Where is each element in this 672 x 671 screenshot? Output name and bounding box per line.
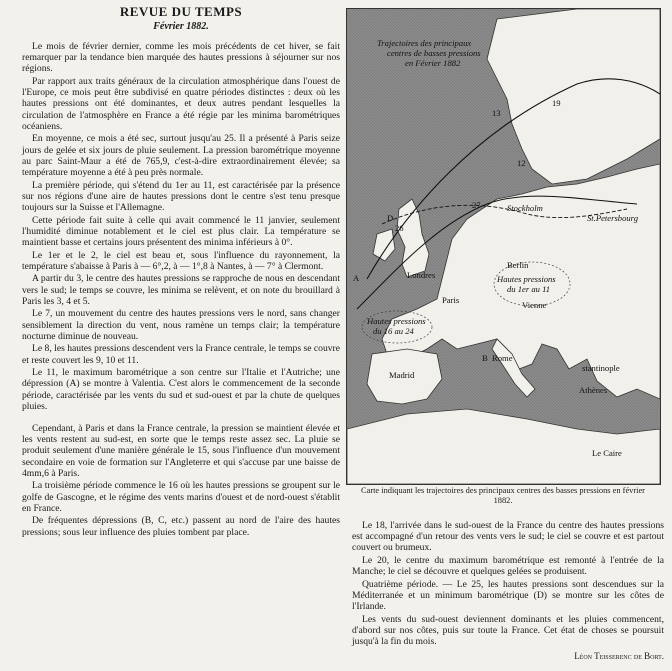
map-label-hp1b: du 1er au 11 <box>507 284 551 294</box>
map-label-a: A <box>353 273 360 283</box>
article-subtitle: Février 1882. <box>153 21 209 32</box>
map-label-athenes: Athènes <box>579 385 608 395</box>
map-label-stockholm: Stockholm <box>507 203 543 213</box>
map-label-19: 19 <box>552 98 561 108</box>
paragraph: Le 1er et le 2, le ciel est beau et, sous l'influence du rayonnement, la température s'abaisse à Paris à — 6°,2, à — 1°,8 à Nantes, à — 7° à Clermont. <box>22 249 340 272</box>
map-label-berlin: Berlin <box>507 260 529 270</box>
map-caption: Carte indiquant les trajectoires des principaux centres des basses pressions en février 1882. <box>361 486 645 505</box>
paragraph: Le 8, les hautes pressions descendent vers la France centrale, le temps se couvre et reste couvert les 9, 10 et 11. <box>22 343 340 366</box>
map-title-line3: en Février 1882 <box>405 58 461 68</box>
paragraph: Le 18, l'arrivée dans le sud-ouest de la France du centre des hautes pressions est accompagné d'un retour des vents vers le sud; le ciel se couvre et est partout couvert ou brumeux. <box>352 520 664 554</box>
map-label-vienne: Vienne <box>522 300 547 310</box>
paragraph: Cependant, à Paris et dans la France centrale, la pression se maintient élevée et les vents restent au sud-est, en sorte que le temps reste assez sec. La pluie se produit seulement d'une manière générale le 15, sous l'influence d'un mouvement secondaire en voie de formation sur l'Angleterre et qui s'accuse par une baisse de 4mm,6 à Paris. <box>22 423 340 479</box>
map-label-26: 26 <box>395 223 404 233</box>
map-label-27: 27 <box>472 200 481 210</box>
map-label-le-caire: Le Caire <box>592 448 622 458</box>
paragraph: Les vents du sud-ouest deviennent dominants et les pluies commencent, d'abord sur nos côtes, puis sur toute la France. Cet état de choses se poursuit jusqu'à la fin du mois. <box>352 613 664 648</box>
paragraph: La troisième période commence le 16 où les hautes pressions se groupent sur le golfe de Gascogne, et le régime des vents marins d'ouest et de nord-ouest s'établit en France. <box>22 480 340 514</box>
paragraph: A partir du 3, le centre des hautes pressions se rapproche de nous en descendant vers le sud; le temps se couvre, les minima se relèvent, et on note du brouillard à Paris les 3, 4 et 5. <box>22 273 340 307</box>
map-label-londres: Londres <box>407 270 436 280</box>
map-label-hp1: Hautes pressions <box>497 274 556 284</box>
paragraph: Cette période fait suite à celle qui avait commencé le 11 janvier, seulement l'humidité diminue notablement et le ciel est plus clair. La température se maintient basse et certains jours présentent des minima inférieurs à 0°. <box>22 214 340 249</box>
map-label-hp2b: du 16 au 24 <box>373 326 414 336</box>
map-title-line2: centres de basses pressions <box>387 48 481 58</box>
map-title-line1: Trajectoires des principaux <box>377 38 472 48</box>
map-label-hp2: Hautes pressions <box>367 316 426 326</box>
right-column <box>352 520 664 663</box>
map-label-madrid: Madrid <box>389 370 415 380</box>
map-label-rome: Rome <box>492 353 513 363</box>
signature: Léon Teisserenc de Bort. <box>574 651 664 662</box>
weather-map <box>346 8 661 485</box>
paragraph: Le mois de février dernier, comme les mois précédents de cet hiver, se fait remarquer par la tendance bien marquée des hautes pressions à séjourner sur nos régions. <box>22 41 340 75</box>
map-label-paris: Paris <box>442 295 460 305</box>
map-label-constantinople: stantinople <box>582 363 620 373</box>
paragraph: Le 7, un mouvement du centre des hautes pressions vers le nord, sans changer sensiblement la direction du vent, nous ramène un temps clair; la température nocturne diminue de nouveau. <box>22 308 340 342</box>
map-label-13: 13 <box>492 108 501 118</box>
paragraph: Le 11, le maximum barométrique a son centre sur l'Italie et l'Autriche; une dépression (A) se montre à Valentia. C'est alors le commencement de la seconde période, caractérisée par les vents du sud et sud-ouest et par la chute de quelques pluies. <box>22 367 340 412</box>
paragraph: En moyenne, ce mois a été sec, surtout jusqu'au 25. Il a présenté à Paris seize jours de gelée et six jours de pluie seulement. La pression barométrique moyenne au parc Saint-Maur a été de 765,9, c'est-à-dire extraordinairement élevée; sa température moyenne a été à peu près normale. <box>22 133 340 179</box>
map-label-st-petersbourg: St.Petersbourg <box>587 213 638 223</box>
map-label-d: D <box>387 213 394 223</box>
paragraph: De fréquentes dépressions (B, C, etc.) passent au nord de l'aire des hautes pressions; sous leur influence des pluies tombent par place. <box>22 515 340 538</box>
map-label-12: 12 <box>517 158 526 168</box>
paragraph: La première période, qui s'étend du 1er au 11, est caractérisée par la présence sur nos régions d'une aire de hautes pressions dont le centre s'est tenu presque toujours sur la Suisse et l'Allemagne. <box>22 179 340 214</box>
map-graphic <box>347 9 660 484</box>
paragraph: Quatrième période. — Le 25, les hautes pressions sont descendues sur la Méditerranée et un minimum barométrique (D) se montre sur les côtes de l'Irlande. <box>352 578 664 613</box>
paragraph: Par rapport aux traits généraux de la circulation atmosphérique dans l'ouest de l'Europe, ce mois peut être subdivisé en quatre périodes distinctes : deux où les hautes pressions ont été dominantes, et deux autres pendant lesquelles la circulation de l'atmosphère en France a été régie par les minima barométriques océaniens. <box>22 76 340 132</box>
paragraph: Le 20, le centre du maximum barométrique est remonté à l'entrée de la Manche; le ciel se découvre et quelques gelées se produisent. <box>352 555 664 578</box>
article-title: REVUE DU TEMPS <box>119 4 243 19</box>
map-label-b: B <box>482 353 488 363</box>
left-column <box>22 4 340 539</box>
